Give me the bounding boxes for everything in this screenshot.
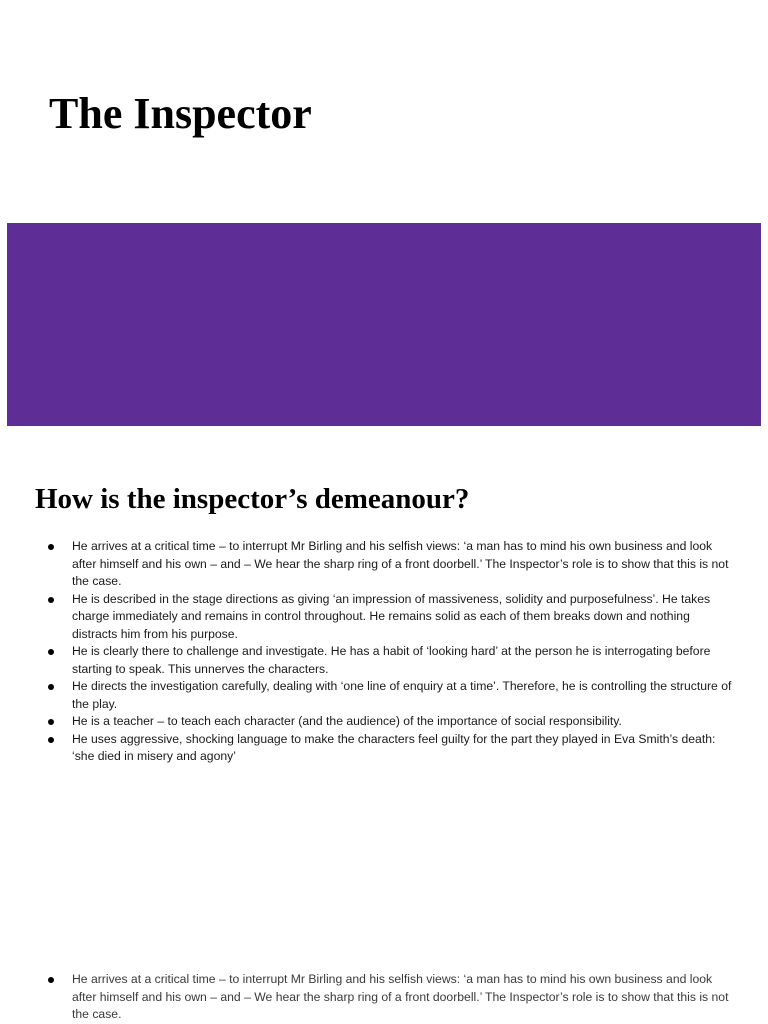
bullet-item: He directs the investigation carefully, dealing with ‘one line of enquiry at a time’. Therefore, he is controlling the structure of the play. [72, 678, 738, 713]
bullet-item: He is a teacher – to teach each character (and the audience) of the importance of social responsibility. [72, 713, 738, 731]
bullet-item: He is described in the stage directions as giving ‘an impression of massiveness, solidity and purposefulness’. He takes charge immediately and remains in control throughout. He remains solid as each of them breaks down and nothing distracts him from his purpose. [72, 591, 738, 644]
bullet-item: He arrives at a critical time – to interrupt Mr Birling and his selfish views: ‘a man has to mind his own business and look after himself and his own – and – We hear the sharp ring of a front doorbell.’ The Inspector’s role is to show that this is not the case. [72, 538, 738, 591]
bullet-item: He arrives at a critical time – to interrupt Mr Birling and his selfish views: ‘a man has to mind his own business and look after himself and his own – and – We hear the sharp ring of a front doorbell.’ The Inspector’s role is to show that this is not the case. [72, 971, 738, 1024]
section-heading: How is the inspector’s demeanour? [35, 483, 470, 515]
bullet-list [72, 538, 738, 766]
purple-banner [7, 223, 761, 426]
bullet-item: He uses aggressive, shocking language to make the characters feel guilty for the part they played in Eva Smith’s death: ‘she died in misery and agony’ [72, 731, 738, 766]
repeated-bullet-list [72, 971, 738, 1024]
page-title: The Inspector [49, 89, 312, 138]
bullet-item: He is clearly there to challenge and investigate. He has a habit of ‘looking hard’ at the person he is interrogating before starting to speak. This unnerves the characters. [72, 643, 738, 678]
